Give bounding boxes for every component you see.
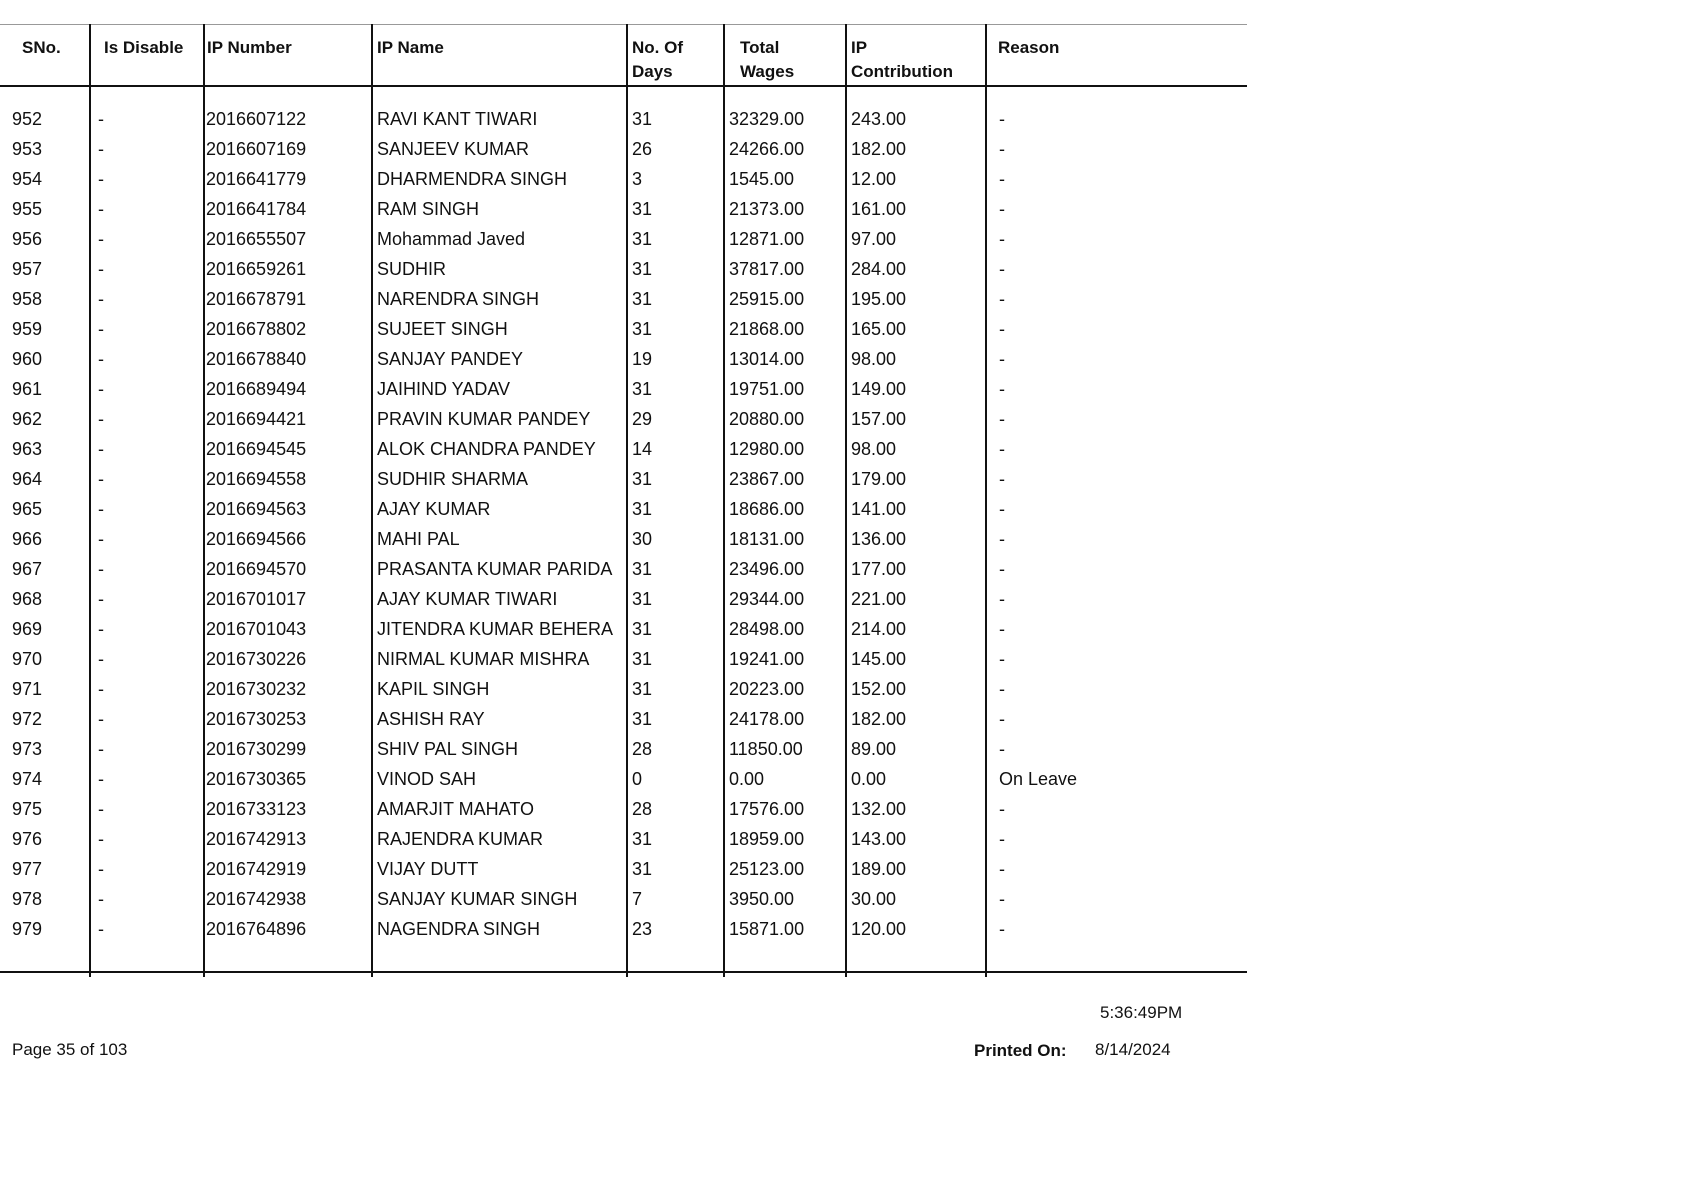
table-row: [0, 104, 1247, 134]
cell-reason: -: [999, 109, 1005, 129]
cell-no-of-days: 30: [632, 529, 653, 549]
table-row: [0, 584, 1247, 614]
cell-ip-name: AJAY KUMAR: [377, 499, 491, 519]
cell-ip-number: 2016742913: [206, 829, 307, 849]
cell-ip-contribution: 132.00: [851, 799, 907, 819]
cell-is-disable: -: [98, 169, 104, 189]
cell-sno: 965: [12, 499, 43, 519]
cell-is-disable: -: [98, 529, 104, 549]
cell-is-disable: -: [98, 379, 104, 399]
table-row: [0, 134, 1247, 164]
cell-is-disable: -: [98, 829, 104, 849]
cell-ip-number: 2016694566: [206, 529, 307, 549]
cell-ip-number: 2016730299: [206, 739, 307, 759]
table-row: [0, 704, 1247, 734]
cell-ip-contribution: 243.00: [851, 109, 907, 129]
cell-is-disable: -: [98, 799, 104, 819]
cell-ip-number: 2016641784: [206, 199, 307, 219]
cell-reason: -: [999, 589, 1005, 609]
cell-total-wages: 23867.00: [729, 469, 805, 489]
table-row: [0, 554, 1247, 584]
cell-ip-contribution: 284.00: [851, 259, 907, 279]
cell-is-disable: -: [98, 619, 104, 639]
cell-total-wages: 24178.00: [729, 709, 805, 729]
cell-no-of-days: 31: [632, 259, 653, 279]
cell-sno: 970: [12, 649, 43, 669]
table-row: [0, 374, 1247, 404]
table-row: [0, 914, 1247, 944]
header-ip-name: IP Name: [377, 38, 444, 57]
cell-sno: 976: [12, 829, 43, 849]
cell-ip-number: 2016694563: [206, 499, 307, 519]
cell-ip-name: ALOK CHANDRA PANDEY: [377, 439, 596, 459]
cell-sno: 959: [12, 319, 43, 339]
cell-ip-name: VINOD SAH: [377, 769, 477, 789]
table-row: [0, 884, 1247, 914]
cell-ip-name: SANJAY PANDEY: [377, 349, 524, 369]
cell-reason: On Leave: [999, 769, 1078, 789]
cell-ip-name: RAVI KANT TIWARI: [377, 109, 538, 129]
cell-ip-number: 2016730253: [206, 709, 307, 729]
header-total-wages: Total Wages: [740, 38, 795, 81]
cell-sno: 973: [12, 739, 43, 759]
cell-no-of-days: 31: [632, 199, 653, 219]
header-bottom-border: [0, 85, 1247, 87]
cell-sno: 978: [12, 889, 43, 909]
table-row: [0, 284, 1247, 314]
cell-is-disable: -: [98, 259, 104, 279]
cell-total-wages: 0.00: [729, 769, 765, 789]
cell-sno: 964: [12, 469, 43, 489]
cell-no-of-days: 29: [632, 409, 653, 429]
cell-ip-contribution: 89.00: [851, 739, 897, 759]
cell-no-of-days: 31: [632, 679, 653, 699]
cell-total-wages: 1545.00: [729, 169, 795, 189]
cell-ip-name: DHARMENDRA SINGH: [377, 169, 568, 189]
cell-ip-contribution: 30.00: [851, 889, 897, 909]
cell-no-of-days: 7: [632, 889, 643, 909]
cell-ip-name: JAIHIND YADAV: [377, 379, 511, 399]
cell-no-of-days: 28: [632, 739, 653, 759]
cell-total-wages: 18131.00: [729, 529, 805, 549]
cell-ip-name: SUJEET SINGH: [377, 319, 508, 339]
cell-ip-number: 2016742919: [206, 859, 307, 879]
cell-reason: -: [999, 199, 1005, 219]
cell-reason: -: [999, 679, 1005, 699]
cell-total-wages: 25915.00: [729, 289, 805, 309]
cell-total-wages: 19241.00: [729, 649, 805, 669]
table-row: [0, 794, 1247, 824]
cell-is-disable: -: [98, 679, 104, 699]
cell-no-of-days: 19: [632, 349, 653, 369]
cell-ip-contribution: 145.00: [851, 649, 907, 669]
cell-is-disable: -: [98, 229, 104, 249]
cell-ip-contribution: 161.00: [851, 199, 907, 219]
table-row: [0, 314, 1247, 344]
cell-ip-contribution: 149.00: [851, 379, 907, 399]
cell-total-wages: 29344.00: [729, 589, 805, 609]
cell-ip-number: 2016678791: [206, 289, 307, 309]
cell-ip-contribution: 189.00: [851, 859, 907, 879]
cell-total-wages: 20880.00: [729, 409, 805, 429]
cell-total-wages: 19751.00: [729, 379, 805, 399]
cell-sno: 956: [12, 229, 43, 249]
cell-ip-number: 2016701017: [206, 589, 307, 609]
cell-ip-number: 2016764896: [206, 919, 307, 939]
printed-date: 8/14/2024: [1095, 1040, 1171, 1059]
cell-is-disable: -: [98, 139, 104, 159]
cell-sno: 979: [12, 919, 43, 939]
cell-reason: -: [999, 919, 1005, 939]
header-reason: Reason: [998, 38, 1060, 57]
cell-reason: -: [999, 799, 1005, 819]
cell-sno: 962: [12, 409, 43, 429]
cell-sno: 969: [12, 619, 43, 639]
cell-reason: -: [999, 139, 1005, 159]
cell-is-disable: -: [98, 469, 104, 489]
cell-total-wages: 20223.00: [729, 679, 805, 699]
header-sno: SNo.: [22, 38, 61, 57]
cell-is-disable: -: [98, 709, 104, 729]
cell-no-of-days: 14: [632, 439, 653, 459]
cell-ip-number: 2016730365: [206, 769, 307, 789]
cell-ip-name: Mohammad Javed: [377, 229, 526, 249]
cell-ip-name: NAGENDRA SINGH: [377, 919, 541, 939]
cell-ip-name: SUDHIR: [377, 259, 447, 279]
cell-total-wages: 3950.00: [729, 889, 795, 909]
cell-sno: 960: [12, 349, 43, 369]
cell-no-of-days: 31: [632, 469, 653, 489]
cell-ip-number: 2016694570: [206, 559, 307, 579]
cell-no-of-days: 31: [632, 619, 653, 639]
table-row: [0, 494, 1247, 524]
cell-is-disable: -: [98, 559, 104, 579]
cell-sno: 958: [12, 289, 43, 309]
cell-ip-name: SANJEEV KUMAR: [377, 139, 530, 159]
cell-sno: 972: [12, 709, 43, 729]
cell-is-disable: -: [98, 109, 104, 129]
cell-total-wages: 25123.00: [729, 859, 805, 879]
cell-no-of-days: 31: [632, 859, 653, 879]
cell-no-of-days: 3: [632, 169, 643, 189]
table-row: [0, 854, 1247, 884]
cell-no-of-days: 31: [632, 709, 653, 729]
cell-sno: 963: [12, 439, 43, 459]
cell-no-of-days: 31: [632, 289, 653, 309]
cell-sno: 957: [12, 259, 43, 279]
cell-total-wages: 18959.00: [729, 829, 805, 849]
cell-total-wages: 37817.00: [729, 259, 805, 279]
cell-total-wages: 24266.00: [729, 139, 805, 159]
cell-reason: -: [999, 889, 1005, 909]
cell-ip-number: 2016689494: [206, 379, 307, 399]
cell-no-of-days: 0: [632, 769, 643, 789]
cell-total-wages: 28498.00: [729, 619, 805, 639]
cell-reason: -: [999, 379, 1005, 399]
cell-ip-contribution: 98.00: [851, 439, 897, 459]
cell-ip-contribution: 98.00: [851, 349, 897, 369]
table-row: [0, 644, 1247, 674]
header-is-disable: Is Disable: [104, 38, 184, 57]
table-row: [0, 404, 1247, 434]
cell-is-disable: -: [98, 199, 104, 219]
cell-is-disable: -: [98, 889, 104, 909]
cell-no-of-days: 31: [632, 589, 653, 609]
cell-is-disable: -: [98, 439, 104, 459]
cell-sno: 955: [12, 199, 43, 219]
cell-ip-name: RAJENDRA KUMAR: [377, 829, 544, 849]
cell-is-disable: -: [98, 319, 104, 339]
cell-is-disable: -: [98, 349, 104, 369]
cell-is-disable: -: [98, 589, 104, 609]
table-row: [0, 254, 1247, 284]
cell-no-of-days: 31: [632, 649, 653, 669]
cell-ip-contribution: 12.00: [851, 169, 897, 189]
cell-is-disable: -: [98, 409, 104, 429]
cell-ip-name: PRAVIN KUMAR PANDEY: [377, 409, 591, 429]
cell-no-of-days: 31: [632, 229, 653, 249]
cell-ip-number: 2016655507: [206, 229, 307, 249]
cell-ip-contribution: 214.00: [851, 619, 907, 639]
cell-total-wages: 21868.00: [729, 319, 805, 339]
cell-reason: -: [999, 859, 1005, 879]
table-top-border: [0, 24, 1247, 25]
cell-ip-name: KAPIL SINGH: [377, 679, 490, 699]
cell-reason: -: [999, 499, 1005, 519]
cell-ip-name: AMARJIT MAHATO: [377, 799, 535, 819]
cell-is-disable: -: [98, 859, 104, 879]
cell-sno: 954: [12, 169, 43, 189]
cell-sno: 968: [12, 589, 43, 609]
cell-ip-name: AJAY KUMAR TIWARI: [377, 589, 558, 609]
cell-reason: -: [999, 649, 1005, 669]
cell-ip-name: SANJAY KUMAR SINGH: [377, 889, 578, 909]
header-ip-contribution: IP Contribution: [851, 38, 953, 81]
cell-sno: 975: [12, 799, 43, 819]
cell-no-of-days: 28: [632, 799, 653, 819]
table-row: [0, 194, 1247, 224]
table-row: [0, 164, 1247, 194]
cell-ip-number: 2016641779: [206, 169, 307, 189]
cell-ip-number: 2016694545: [206, 439, 307, 459]
cell-is-disable: -: [98, 499, 104, 519]
cell-is-disable: -: [98, 769, 104, 789]
cell-sno: 966: [12, 529, 43, 549]
cell-ip-contribution: 177.00: [851, 559, 907, 579]
cell-is-disable: -: [98, 739, 104, 759]
cell-ip-contribution: 182.00: [851, 709, 907, 729]
cell-ip-number: 2016694421: [206, 409, 307, 429]
cell-reason: -: [999, 559, 1005, 579]
cell-no-of-days: 31: [632, 379, 653, 399]
cell-ip-number: 2016742938: [206, 889, 307, 909]
cell-reason: -: [999, 439, 1005, 459]
cell-ip-contribution: 141.00: [851, 499, 907, 519]
table-row: [0, 434, 1247, 464]
cell-no-of-days: 31: [632, 829, 653, 849]
cell-ip-name: JITENDRA KUMAR BEHERA: [377, 619, 614, 639]
cell-ip-number: 2016678840: [206, 349, 307, 369]
cell-ip-contribution: 221.00: [851, 589, 907, 609]
cell-total-wages: 12980.00: [729, 439, 805, 459]
cell-ip-name: MAHI PAL: [377, 529, 460, 549]
cell-ip-number: 2016659261: [206, 259, 307, 279]
table-bottom-border: [0, 971, 1247, 973]
cell-ip-contribution: 120.00: [851, 919, 907, 939]
printed-on-label: Printed On:: [974, 1041, 1067, 1060]
cell-reason: -: [999, 469, 1005, 489]
cell-ip-number: 2016607122: [206, 109, 307, 129]
cell-ip-contribution: 182.00: [851, 139, 907, 159]
cell-reason: -: [999, 829, 1005, 849]
table-row: [0, 824, 1247, 854]
cell-ip-name: NARENDRA SINGH: [377, 289, 540, 309]
table-row: [0, 764, 1247, 794]
table-body: [0, 104, 1247, 944]
cell-no-of-days: 26: [632, 139, 653, 159]
cell-ip-name: VIJAY DUTT: [377, 859, 479, 879]
header-no-of-days: No. Of Days: [632, 38, 683, 81]
cell-ip-name: NIRMAL KUMAR MISHRA: [377, 649, 590, 669]
cell-sno: 971: [12, 679, 43, 699]
cell-sno: 961: [12, 379, 43, 399]
cell-ip-contribution: 195.00: [851, 289, 907, 309]
cell-ip-contribution: 165.00: [851, 319, 907, 339]
page-number: Page 35 of 103: [12, 1040, 128, 1059]
cell-ip-contribution: 157.00: [851, 409, 907, 429]
cell-is-disable: -: [98, 919, 104, 939]
cell-total-wages: 17576.00: [729, 799, 805, 819]
table-row: [0, 224, 1247, 254]
printed-time: 5:36:49PM: [1100, 1003, 1183, 1022]
cell-ip-number: 2016694558: [206, 469, 307, 489]
cell-no-of-days: 31: [632, 319, 653, 339]
table-row: [0, 674, 1247, 704]
cell-reason: -: [999, 289, 1005, 309]
cell-reason: -: [999, 529, 1005, 549]
cell-ip-number: 2016733123: [206, 799, 307, 819]
cell-ip-number: 2016701043: [206, 619, 307, 639]
report-table: [0, 24, 1247, 975]
cell-ip-contribution: 179.00: [851, 469, 907, 489]
cell-reason: -: [999, 409, 1005, 429]
cell-reason: -: [999, 169, 1005, 189]
cell-sno: 967: [12, 559, 43, 579]
table-row: [0, 524, 1247, 554]
cell-reason: -: [999, 229, 1005, 249]
cell-reason: -: [999, 259, 1005, 279]
cell-total-wages: 23496.00: [729, 559, 805, 579]
table-row: [0, 464, 1247, 494]
cell-total-wages: 13014.00: [729, 349, 805, 369]
cell-ip-name: SUDHIR SHARMA: [377, 469, 529, 489]
cell-ip-number: 2016730232: [206, 679, 307, 699]
cell-reason: -: [999, 709, 1005, 729]
cell-ip-contribution: 152.00: [851, 679, 907, 699]
cell-no-of-days: 31: [632, 109, 653, 129]
cell-total-wages: 18686.00: [729, 499, 805, 519]
cell-sno: 974: [12, 769, 43, 789]
table-row: [0, 344, 1247, 374]
cell-total-wages: 15871.00: [729, 919, 805, 939]
cell-ip-number: 2016678802: [206, 319, 307, 339]
table-row: [0, 734, 1247, 764]
cell-no-of-days: 31: [632, 499, 653, 519]
cell-total-wages: 11850.00: [729, 739, 803, 759]
table-row: [0, 614, 1247, 644]
cell-ip-name: RAM SINGH: [377, 199, 480, 219]
cell-sno: 952: [12, 109, 43, 129]
cell-reason: -: [999, 349, 1005, 369]
cell-total-wages: 32329.00: [729, 109, 805, 129]
header-ip-number: IP Number: [207, 38, 292, 57]
cell-total-wages: 21373.00: [729, 199, 805, 219]
cell-ip-name: SHIV PAL SINGH: [377, 739, 519, 759]
cell-ip-number: 2016730226: [206, 649, 307, 669]
cell-is-disable: -: [98, 289, 104, 309]
cell-reason: -: [999, 319, 1005, 339]
cell-ip-contribution: 143.00: [851, 829, 907, 849]
cell-ip-contribution: 97.00: [851, 229, 897, 249]
cell-total-wages: 12871.00: [729, 229, 805, 249]
cell-reason: -: [999, 739, 1005, 759]
cell-no-of-days: 23: [632, 919, 653, 939]
cell-sno: 953: [12, 139, 43, 159]
cell-ip-name: PRASANTA KUMAR PARIDA: [377, 559, 613, 579]
cell-ip-contribution: 0.00: [851, 769, 887, 789]
cell-no-of-days: 31: [632, 559, 653, 579]
cell-is-disable: -: [98, 649, 104, 669]
cell-ip-name: ASHISH RAY: [377, 709, 485, 729]
cell-reason: -: [999, 619, 1005, 639]
cell-ip-number: 2016607169: [206, 139, 307, 159]
cell-sno: 977: [12, 859, 43, 879]
cell-ip-contribution: 136.00: [851, 529, 907, 549]
